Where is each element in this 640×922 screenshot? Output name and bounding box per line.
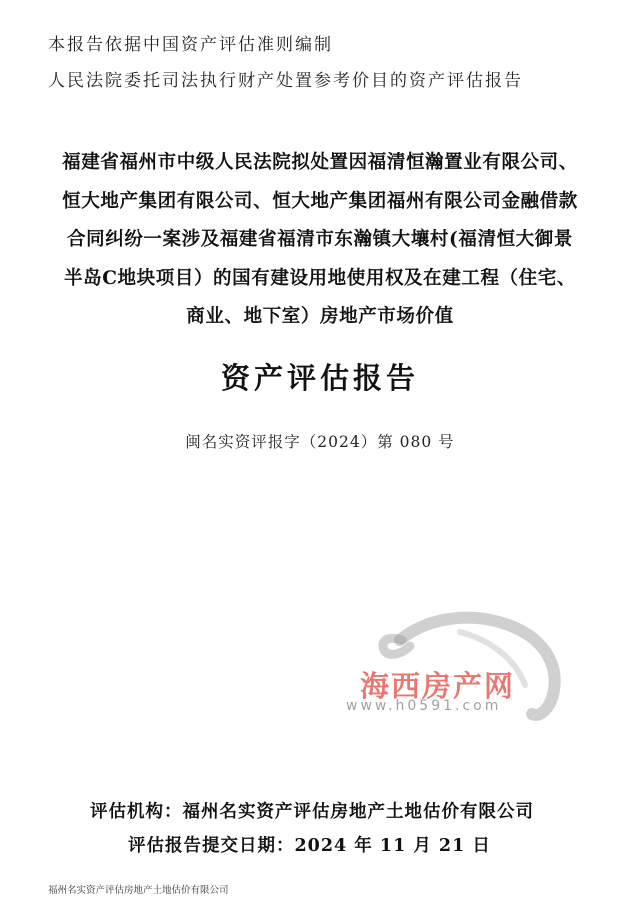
subject-line: 福建省福州市中级人民法院拟处置因福清恒瀚置业有限公司、 [62, 152, 578, 173]
header-line-1: 本报告依据中国资产评估准则编制 [48, 35, 333, 55]
subject-line: 恒大地产集团有限公司、恒大地产集团福州有限公司金融借款 [62, 190, 578, 212]
subject-line: 合同纠纷一案涉及福建省福清市东瀚镇大壤村(福清恒大御景 [67, 229, 573, 250]
report-subject [40, 144, 600, 337]
watermark-url: www.h0591.com [346, 698, 502, 714]
report-number: 闽名实资评报字（2024）第 080 号 [185, 433, 455, 451]
submission-date: 评估报告提交日期：2024 年 11 月 21 日 [128, 836, 491, 856]
page-footer: 福州名实资产评估房地产土地估价有限公司 [48, 885, 229, 896]
subject-line: 商业、地下室）房地产市场价值 [186, 306, 454, 327]
watermark-name: 海西房产网 [360, 669, 516, 703]
header-line-2: 人民法院委托司法执行财产处置参考价目的资产评估报告 [48, 71, 523, 91]
document-title: 资产评估报告 [220, 361, 419, 395]
appraisal-organization: 评估机构：福州名实资产评估房地产土地估价有限公司 [90, 802, 534, 822]
subject-line: 半岛C地块项目）的国有建设用地使用权及在建工程（住宅、 [64, 267, 576, 289]
